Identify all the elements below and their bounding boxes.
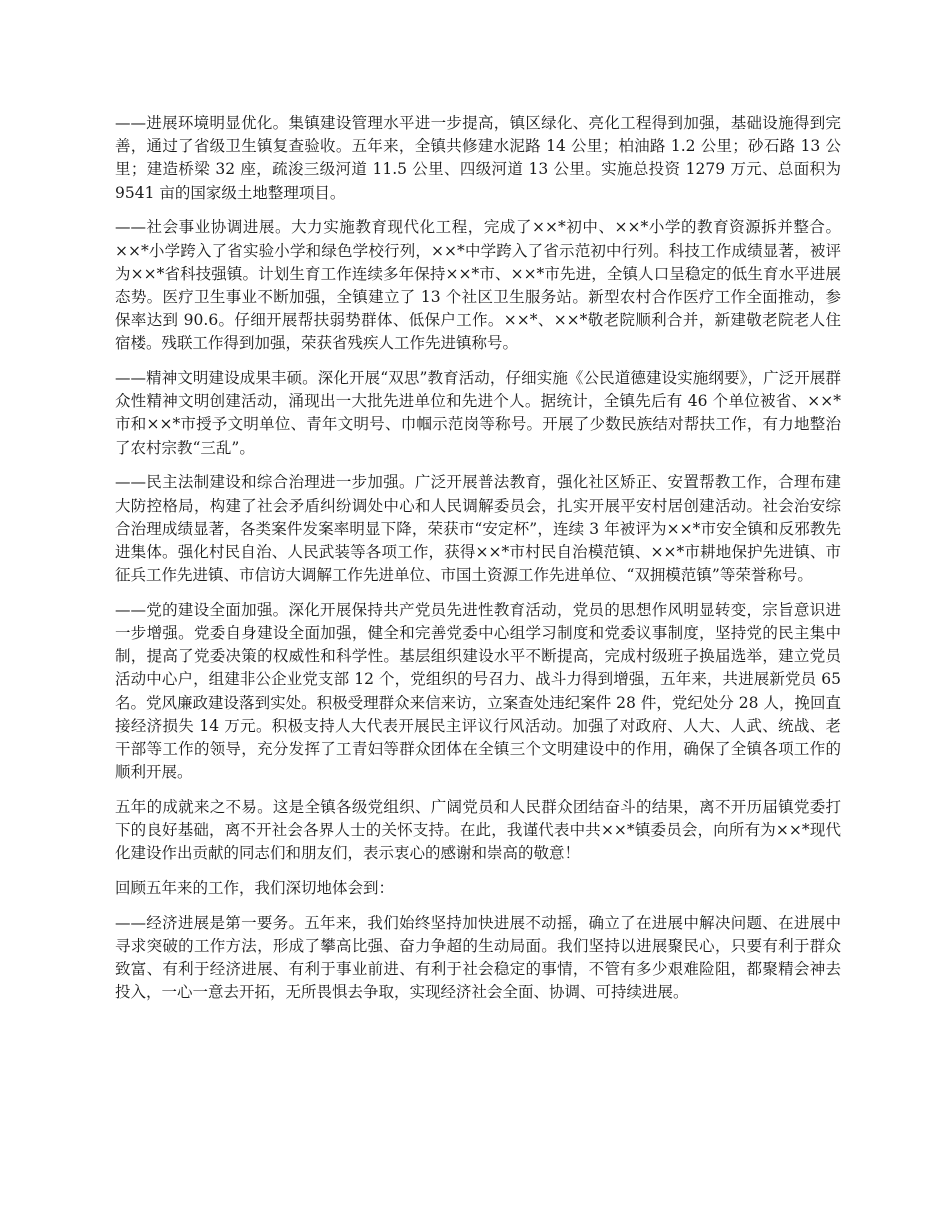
paragraph-social-affairs: ——社会事业协调进展。大力实施教育现代化工程，完成了××*初中、××*小学的教育资源拆并整合。××*小学跨入了省实验小学和绿色学校行列，××*中学跨入了省示范初中行列。科技工作成绩显著，被评为××*省科技强镇。计划生育工作连续多年保持××*市、××*市先进，全镇人口呈稳定的低生育水平进展态势。医疗卫生事业不断加强，全镇建立了 13 个社区卫生服务站。新型农村合作医疗工作全面推动，参保率达到 90.6。仔细开展帮扶弱势群体、低保户工作。××*、××*敬老院顺利合并，新建敬老院老人住宿楼。残联工作得到加强，荣获省残疾人工作先进镇称号。 xyxy=(115,218,841,353)
paragraph-achievements: 五年的成就来之不易。这是全镇各级党组织、广阔党员和人民群众团结奋斗的结果，离不开历届镇党委打下的良好基础，离不开社会各界人士的关怀支持。在此，我谨代表中共××*镇委员会，向所有为××*现代化建设作出贡献的同志们和朋友们，表示衷心的感谢和崇高的敬意！ xyxy=(115,797,841,863)
paragraph-spiritual-civilization: ——精神文明建设成果丰硕。深化开展“双思”教育活动，仔细实施《公民道德建设实施纲要》，广泛开展群众性精神文明创建活动，涌现出一大批先进单位和先进个人。据统计，全镇先后有 46 个单位被省、××*市和××*市授予文明单位、青年文明号、巾帼示范岗等称号。开展了少数民族结对帮扶工作，有力地整治了农村宗教“三乱”。 xyxy=(115,369,841,457)
paragraph-party-building: ——党的建设全面加强。深化开展保持共产党员先进性教育活动，党员的思想作风明显转变，宗旨意识进一步增强。党委自身建设全面加强，健全和完善党委中心组学习制度和党委议事制度，坚持党的民主集中制，提高了党委决策的权威性和科学性。基层组织建设水平不断提高，完成村级班子换届选举，建立党员活动中心户，组建非公企业党支部 12 个，党组织的号召力、战斗力得到增强，五年来，共进展新党员 65 名。党风廉政建设落到实处。积极受理群众来信来访，立案查处违纪案件 28 件，党纪处分 28 人，挽回直接经济损失 14 万元。积极支持人大代表开展民主评议行风活动。加强了对政府、人大、人武、统战、老干部等工作的领导，充分发挥了工青妇等群众团体在全镇三个文明建设中的作用，确保了全镇各项工作的顺利开展。 xyxy=(115,600,841,782)
document-body xyxy=(115,112,841,1016)
paragraph-environment: ——进展环境明显优化。集镇建设管理水平进一步提高，镇区绿化、亮化工程得到加强，基础设施得到完善，通过了省级卫生镇复查验收。五年来，全镇共修建水泥路 14 公里；柏油路 1.2 公里；砂石路 13 公里；建造桥梁 32 座，疏浚三级河道 11.5 公里、四级河道 13 公里。实施总投资 1279 万元、总面积为 9541 亩的国家级土地整理项目。 xyxy=(115,114,841,202)
paragraph-legal-governance: ——民主法制建设和综合治理进一步加强。广泛开展普法教育，强化社区矫正、安置帮教工作，合理布建大防控格局，构建了社会矛盾纠纷调处中心和人民调解委员会，扎实开展平安村居创建活动。社会治安综合治理成绩显著，各类案件发案率明显下降，荣获市“安定杯”，连续 3 年被评为××*市安全镇和反邪教先进集体。强化村民自治、人民武装等各项工作，获得××*市村民自治模范镇、××*市耕地保护先进镇、市征兵工作先进镇、市信访大调解工作先进单位、市国土资源工作先进单位、“双拥模范镇”等荣誉称号。 xyxy=(115,473,841,585)
paragraph-economic-development: ——经济进展是第一要务。五年来，我们始终坚持加快进展不动摇，确立了在进展中解决问题、在进展中寻求突破的工作方法，形成了攀高比强、奋力争超的生动局面。我们坚持以进展聚民心，只要有利于群众致富、有利于经济进展、有利于事业前进、有利于社会稳定的事情，不管有多少艰难险阻，都聚精会神去投入，一心一意去开拓，无所畏惧去争取，实现经济社会全面、协调、可持续进展。 xyxy=(115,913,841,1002)
paragraph-review-intro: 回顾五年来的工作，我们深切地体会到： xyxy=(115,879,395,898)
